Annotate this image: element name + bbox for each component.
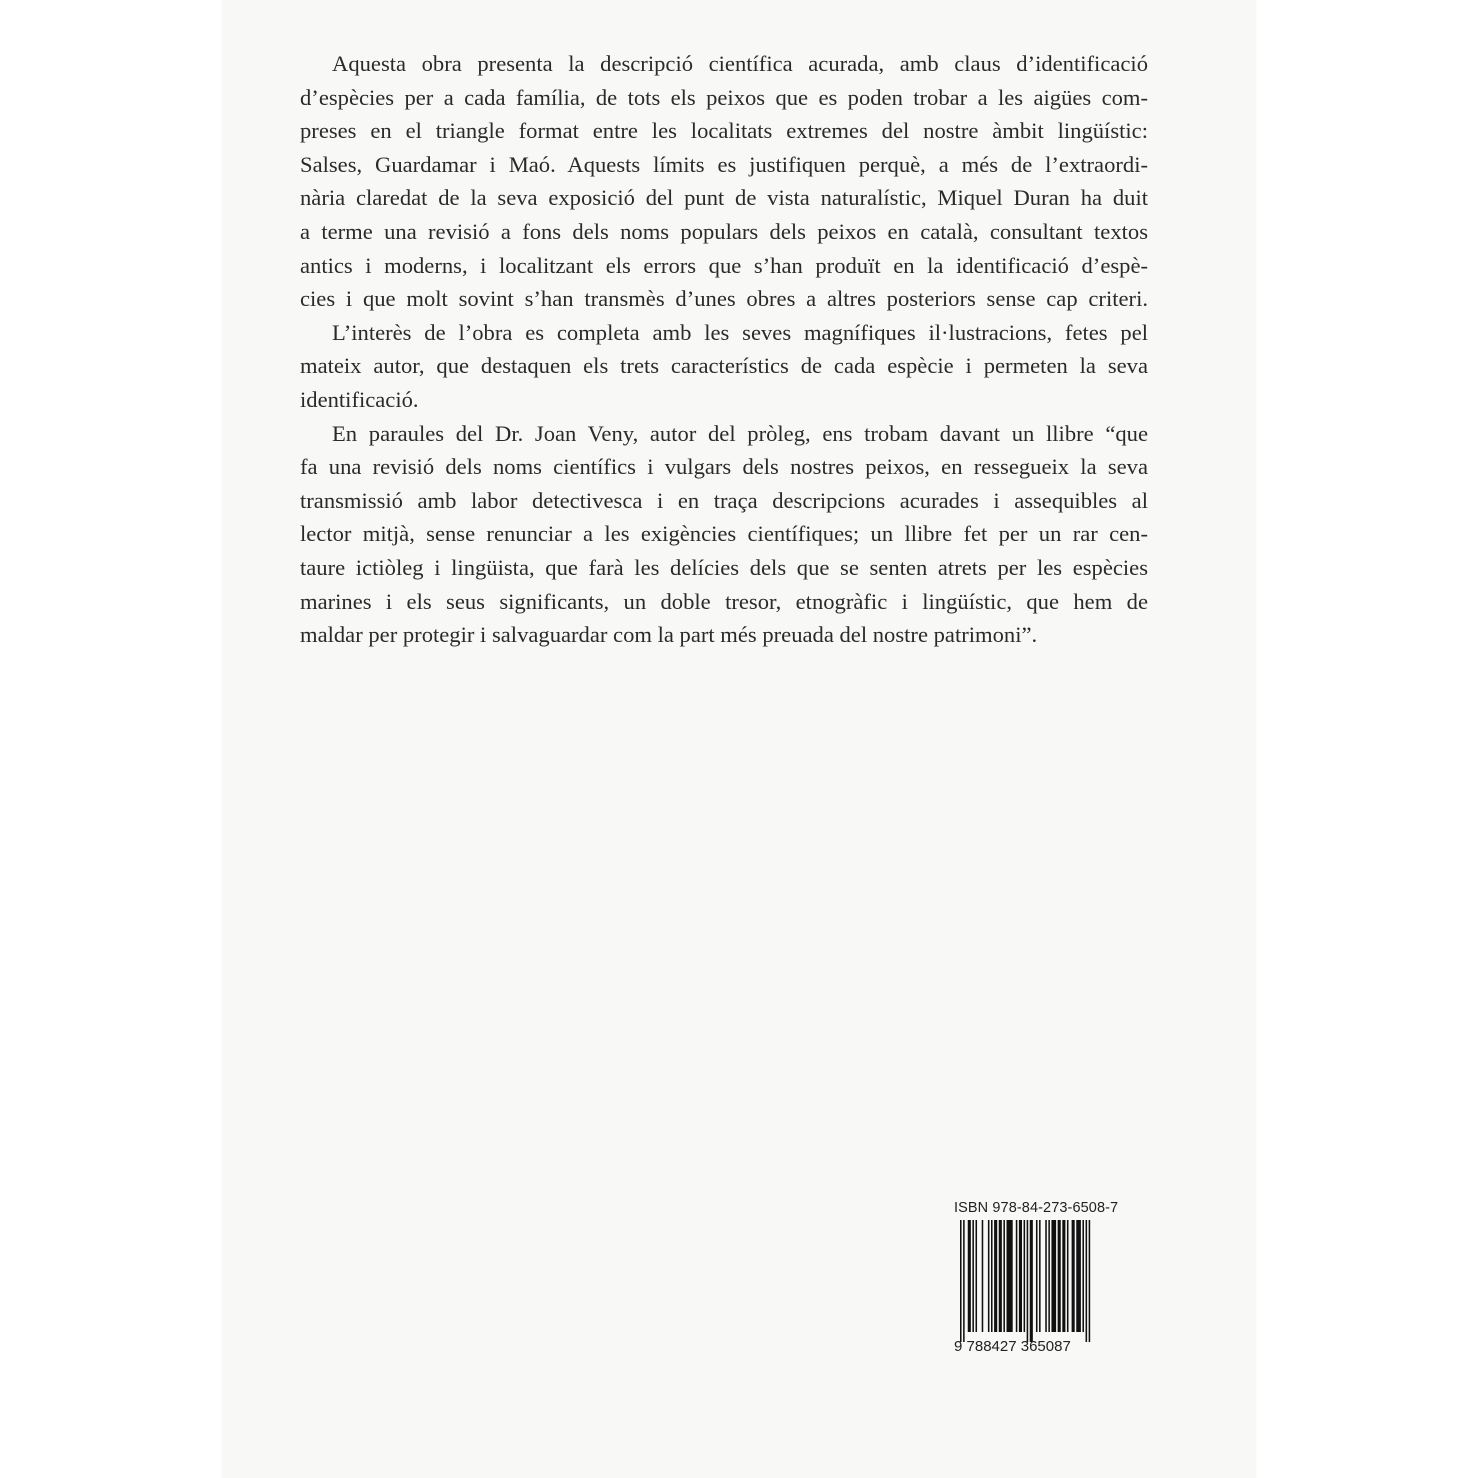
barcode-bar: [1048, 1220, 1050, 1332]
barcode-bar: [1062, 1220, 1065, 1332]
barcode-bar: [1039, 1220, 1041, 1332]
barcode-bar: [1051, 1220, 1056, 1332]
barcode-bar: [1030, 1220, 1033, 1342]
blurb-line: antics i moderns, i localitzant els errors que s’han produït en la identificació d’espè-: [300, 252, 1148, 278]
barcode-bar: [960, 1220, 962, 1342]
isbn-barcode-block: [954, 1200, 1134, 1355]
barcode-bar: [972, 1220, 974, 1332]
blurb-line: taure ictiòleg i lingüista, que farà les delícies dels que se senten atrets per les espècies: [300, 554, 1148, 580]
barcode-bar: [994, 1220, 997, 1332]
blurb-line: a terme una revisió a fons dels noms populars dels peixos en català, consultant textos: [300, 218, 1148, 244]
blurb-line: En paraules del Dr. Joan Veny, autor del pròleg, ens trobam davant un llibre “que: [332, 420, 1148, 446]
book-back-cover: [222, 0, 1256, 1478]
barcode-bar: [1089, 1220, 1091, 1342]
barcode-bar: [1072, 1220, 1075, 1332]
blurb-line: d’espècies per a cada família, de tots els peixos que es poden trobar a les aigües com-: [300, 84, 1148, 110]
barcode-bar: [999, 1220, 1002, 1332]
blurb-line: lector mitjà, sense renunciar a les exigències científiques; un llibre fet per un rar cen-: [300, 521, 1148, 547]
barcode-bar: [1067, 1220, 1069, 1332]
barcode-bar: [1027, 1220, 1029, 1342]
barcode-bar: [1024, 1220, 1026, 1332]
blurb-line: preses en el triangle format entre les localitats extremes del nostre àmbit lingüístic:: [300, 118, 1148, 144]
barcode-bar: [1058, 1220, 1061, 1332]
blurb-text: [300, 47, 1148, 652]
blurb-line: fa una revisió dels noms científics i vulgars dels nostres peixos, en ressegueix la seva: [300, 454, 1148, 480]
barcode-bar: [1045, 1220, 1047, 1332]
barcode-icon: [954, 1220, 1118, 1342]
barcode-bar: [991, 1220, 993, 1332]
barcode-bar: [1007, 1220, 1013, 1332]
blurb-line: transmissió amb labor detectivesca i en traça descripcions acurades i assequibles al: [300, 487, 1148, 513]
blurb-line: Salses, Guardamar i Maó. Aquests límits es justifiquen perquè, a més de l’extraordi-: [300, 151, 1148, 177]
isbn-label: ISBN 978-84-273-6508-7: [954, 1200, 1119, 1216]
barcode-bar: [963, 1220, 965, 1342]
barcode-bar: [968, 1220, 971, 1332]
blurb-line: nària claredat de la seva exposició del punt de vista naturalístic, Miquel Duran ha duit: [300, 185, 1148, 211]
barcode-bar: [1086, 1220, 1088, 1342]
blurb-line: maldar per protegir i salvaguardar com la part més preuada del nostre patrimoni”.: [300, 622, 1038, 648]
blurb-line: cies i que molt sovint s’han transmès d’unes obres a altres posteriors sense cap criteri.: [300, 286, 1148, 312]
barcode-bar: [1076, 1220, 1081, 1332]
barcode-digits: 9 788427 365087: [954, 1338, 1071, 1355]
barcode-bar: [1019, 1220, 1022, 1332]
barcode-bar: [988, 1220, 990, 1332]
blurb-line: marines i els seus significants, un doble tresor, etnogràfic i lingüístic, que hem de: [300, 588, 1148, 614]
barcode-bar: [976, 1220, 978, 1332]
barcode-bar: [1003, 1220, 1005, 1332]
blurb-line: Aquesta obra presenta la descripció científica acurada, amb claus d’identificació: [332, 51, 1148, 76]
blurb-line: mateix autor, que destaquen els trets característics de cada espècie i permeten la seva: [300, 353, 1148, 379]
barcode-bar: [1016, 1220, 1018, 1332]
barcode-bar: [982, 1220, 984, 1332]
barcode-bar: [1036, 1220, 1038, 1332]
blurb-line: identificació.: [300, 386, 419, 412]
blurb-line: L’interès de l’obra es completa amb les seves magnífiques il·lustracions, fetes pel: [332, 319, 1148, 345]
barcode-bar: [1082, 1220, 1084, 1332]
